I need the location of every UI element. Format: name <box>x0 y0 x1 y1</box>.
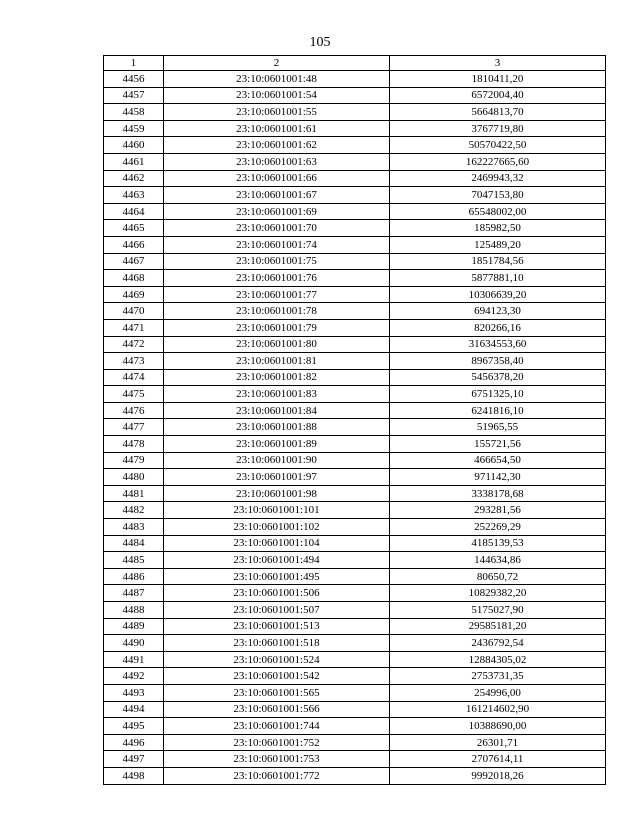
row-index-cell: 4468 <box>104 270 164 287</box>
row-index-cell: 4472 <box>104 336 164 353</box>
row-index-cell: 4482 <box>104 502 164 519</box>
value-cell: 5175027,90 <box>390 602 606 619</box>
table-row <box>104 170 606 187</box>
cadastral-number-cell: 23:10:0601001:83 <box>164 386 390 403</box>
table-row <box>104 552 606 569</box>
row-index-cell: 4462 <box>104 170 164 187</box>
value-cell: 185982,50 <box>390 220 606 237</box>
cadastral-number-cell: 23:10:0601001:55 <box>164 104 390 121</box>
cadastral-number-cell: 23:10:0601001:752 <box>164 734 390 751</box>
table-row <box>104 353 606 370</box>
table-row <box>104 734 606 751</box>
value-cell: 466654,50 <box>390 452 606 469</box>
value-cell: 2707614,11 <box>390 751 606 768</box>
row-index-cell: 4485 <box>104 552 164 569</box>
table-row <box>104 402 606 419</box>
cadastral-value-table <box>103 55 606 785</box>
cadastral-number-cell: 23:10:0601001:507 <box>164 602 390 619</box>
row-index-cell: 4481 <box>104 485 164 502</box>
row-index-cell: 4467 <box>104 253 164 270</box>
table-row <box>104 436 606 453</box>
row-index-cell: 4479 <box>104 452 164 469</box>
table-row <box>104 469 606 486</box>
table-row <box>104 585 606 602</box>
table-row <box>104 236 606 253</box>
cadastral-number-cell: 23:10:0601001:102 <box>164 519 390 536</box>
cadastral-number-cell: 23:10:0601001:90 <box>164 452 390 469</box>
row-index-cell: 4487 <box>104 585 164 602</box>
value-cell: 161214602,90 <box>390 701 606 718</box>
value-cell: 51965,55 <box>390 419 606 436</box>
row-index-cell: 4463 <box>104 187 164 204</box>
row-index-cell: 4464 <box>104 203 164 220</box>
cadastral-number-cell: 23:10:0601001:48 <box>164 71 390 88</box>
table-row <box>104 419 606 436</box>
cadastral-number-cell: 23:10:0601001:524 <box>164 651 390 668</box>
row-index-cell: 4486 <box>104 568 164 585</box>
table-row <box>104 651 606 668</box>
row-index-cell: 4491 <box>104 651 164 668</box>
table-row <box>104 718 606 735</box>
row-index-cell: 4489 <box>104 618 164 635</box>
table-row <box>104 485 606 502</box>
cadastral-number-cell: 23:10:0601001:66 <box>164 170 390 187</box>
table-row <box>104 71 606 88</box>
table-header-row <box>104 56 606 71</box>
value-cell: 3767719,80 <box>390 120 606 137</box>
cadastral-number-cell: 23:10:0601001:494 <box>164 552 390 569</box>
table-row <box>104 568 606 585</box>
cadastral-number-cell: 23:10:0601001:81 <box>164 353 390 370</box>
cadastral-number-cell: 23:10:0601001:78 <box>164 303 390 320</box>
table-row <box>104 220 606 237</box>
row-index-cell: 4480 <box>104 469 164 486</box>
value-cell: 5664813,70 <box>390 104 606 121</box>
row-index-cell: 4461 <box>104 153 164 170</box>
table-row <box>104 203 606 220</box>
cadastral-number-cell: 23:10:0601001:76 <box>164 270 390 287</box>
value-cell: 293281,56 <box>390 502 606 519</box>
row-index-cell: 4457 <box>104 87 164 104</box>
table-row <box>104 104 606 121</box>
value-cell: 254996,00 <box>390 684 606 701</box>
row-index-cell: 4459 <box>104 120 164 137</box>
value-cell: 3338178,68 <box>390 485 606 502</box>
value-cell: 125489,20 <box>390 236 606 253</box>
row-index-cell: 4497 <box>104 751 164 768</box>
value-cell: 971142,30 <box>390 469 606 486</box>
table-row <box>104 369 606 386</box>
table-row <box>104 635 606 652</box>
row-index-cell: 4498 <box>104 767 164 784</box>
table-row <box>104 602 606 619</box>
column-header-cadastral-number: 2 <box>164 56 390 71</box>
page-number: 105 <box>309 35 331 50</box>
value-cell: 6751325,10 <box>390 386 606 403</box>
value-cell: 31634553,60 <box>390 336 606 353</box>
table-row <box>104 319 606 336</box>
row-index-cell: 4469 <box>104 286 164 303</box>
column-header-index: 1 <box>104 56 164 71</box>
cadastral-number-cell: 23:10:0601001:753 <box>164 751 390 768</box>
cadastral-number-cell: 23:10:0601001:495 <box>164 568 390 585</box>
value-cell: 144634,86 <box>390 552 606 569</box>
table-row <box>104 336 606 353</box>
row-index-cell: 4484 <box>104 535 164 552</box>
cadastral-number-cell: 23:10:0601001:566 <box>164 701 390 718</box>
table-row <box>104 187 606 204</box>
table-row <box>104 153 606 170</box>
row-index-cell: 4476 <box>104 402 164 419</box>
cadastral-number-cell: 23:10:0601001:101 <box>164 502 390 519</box>
cadastral-number-cell: 23:10:0601001:84 <box>164 402 390 419</box>
table-row <box>104 253 606 270</box>
cadastral-number-cell: 23:10:0601001:61 <box>164 120 390 137</box>
cadastral-number-cell: 23:10:0601001:70 <box>164 220 390 237</box>
value-cell: 9992018,26 <box>390 767 606 784</box>
cadastral-number-cell: 23:10:0601001:67 <box>164 187 390 204</box>
value-cell: 29585181,20 <box>390 618 606 635</box>
cadastral-number-cell: 23:10:0601001:77 <box>164 286 390 303</box>
cadastral-number-cell: 23:10:0601001:80 <box>164 336 390 353</box>
cadastral-number-cell: 23:10:0601001:97 <box>164 469 390 486</box>
cadastral-number-cell: 23:10:0601001:518 <box>164 635 390 652</box>
table-row <box>104 303 606 320</box>
table-row <box>104 87 606 104</box>
row-index-cell: 4465 <box>104 220 164 237</box>
cadastral-number-cell: 23:10:0601001:565 <box>164 684 390 701</box>
cadastral-number-cell: 23:10:0601001:75 <box>164 253 390 270</box>
row-index-cell: 4458 <box>104 104 164 121</box>
value-cell: 26301,71 <box>390 734 606 751</box>
table-row <box>104 452 606 469</box>
value-cell: 10306639,20 <box>390 286 606 303</box>
column-header-value: 3 <box>390 56 606 71</box>
value-cell: 1810411,20 <box>390 71 606 88</box>
table-row <box>104 767 606 784</box>
row-index-cell: 4471 <box>104 319 164 336</box>
cadastral-number-cell: 23:10:0601001:89 <box>164 436 390 453</box>
value-cell: 2469943,32 <box>390 170 606 187</box>
table-row <box>104 137 606 154</box>
table-row <box>104 668 606 685</box>
cadastral-number-cell: 23:10:0601001:54 <box>164 87 390 104</box>
row-index-cell: 4495 <box>104 718 164 735</box>
value-cell: 10829382,20 <box>390 585 606 602</box>
row-index-cell: 4473 <box>104 353 164 370</box>
row-index-cell: 4494 <box>104 701 164 718</box>
cadastral-number-cell: 23:10:0601001:62 <box>164 137 390 154</box>
cadastral-number-cell: 23:10:0601001:88 <box>164 419 390 436</box>
row-index-cell: 4474 <box>104 369 164 386</box>
value-cell: 65548002,00 <box>390 203 606 220</box>
row-index-cell: 4478 <box>104 436 164 453</box>
row-index-cell: 4496 <box>104 734 164 751</box>
cadastral-number-cell: 23:10:0601001:98 <box>164 485 390 502</box>
table-row <box>104 386 606 403</box>
cadastral-number-cell: 23:10:0601001:69 <box>164 203 390 220</box>
value-cell: 7047153,80 <box>390 187 606 204</box>
table-row <box>104 535 606 552</box>
table-row <box>104 270 606 287</box>
table-row <box>104 502 606 519</box>
value-cell: 8967358,40 <box>390 353 606 370</box>
row-index-cell: 4492 <box>104 668 164 685</box>
value-cell: 4185139,53 <box>390 535 606 552</box>
value-cell: 252269,29 <box>390 519 606 536</box>
row-index-cell: 4475 <box>104 386 164 403</box>
cadastral-number-cell: 23:10:0601001:542 <box>164 668 390 685</box>
row-index-cell: 4483 <box>104 519 164 536</box>
cadastral-number-cell: 23:10:0601001:772 <box>164 767 390 784</box>
table-row <box>104 701 606 718</box>
cadastral-number-cell: 23:10:0601001:513 <box>164 618 390 635</box>
cadastral-number-cell: 23:10:0601001:63 <box>164 153 390 170</box>
value-cell: 10388690,00 <box>390 718 606 735</box>
cadastral-number-cell: 23:10:0601001:74 <box>164 236 390 253</box>
row-index-cell: 4466 <box>104 236 164 253</box>
value-cell: 80650,72 <box>390 568 606 585</box>
row-index-cell: 4490 <box>104 635 164 652</box>
cadastral-number-cell: 23:10:0601001:82 <box>164 369 390 386</box>
value-cell: 2753731,35 <box>390 668 606 685</box>
value-cell: 6572004,40 <box>390 87 606 104</box>
table-row <box>104 751 606 768</box>
cadastral-number-cell: 23:10:0601001:744 <box>164 718 390 735</box>
row-index-cell: 4470 <box>104 303 164 320</box>
value-cell: 694123,30 <box>390 303 606 320</box>
cadastral-number-cell: 23:10:0601001:79 <box>164 319 390 336</box>
value-cell: 5877881,10 <box>390 270 606 287</box>
value-cell: 155721,56 <box>390 436 606 453</box>
table-row <box>104 618 606 635</box>
value-cell: 2436792,54 <box>390 635 606 652</box>
row-index-cell: 4488 <box>104 602 164 619</box>
value-cell: 162227665,60 <box>390 153 606 170</box>
cadastral-number-cell: 23:10:0601001:104 <box>164 535 390 552</box>
value-cell: 6241816,10 <box>390 402 606 419</box>
value-cell: 12884305,02 <box>390 651 606 668</box>
value-cell: 5456378,20 <box>390 369 606 386</box>
row-index-cell: 4493 <box>104 684 164 701</box>
row-index-cell: 4477 <box>104 419 164 436</box>
table-row <box>104 120 606 137</box>
row-index-cell: 4456 <box>104 71 164 88</box>
table-row <box>104 684 606 701</box>
table-row <box>104 286 606 303</box>
row-index-cell: 4460 <box>104 137 164 154</box>
value-cell: 50570422,50 <box>390 137 606 154</box>
table-row <box>104 519 606 536</box>
value-cell: 1851784,56 <box>390 253 606 270</box>
value-cell: 820266,16 <box>390 319 606 336</box>
cadastral-number-cell: 23:10:0601001:506 <box>164 585 390 602</box>
